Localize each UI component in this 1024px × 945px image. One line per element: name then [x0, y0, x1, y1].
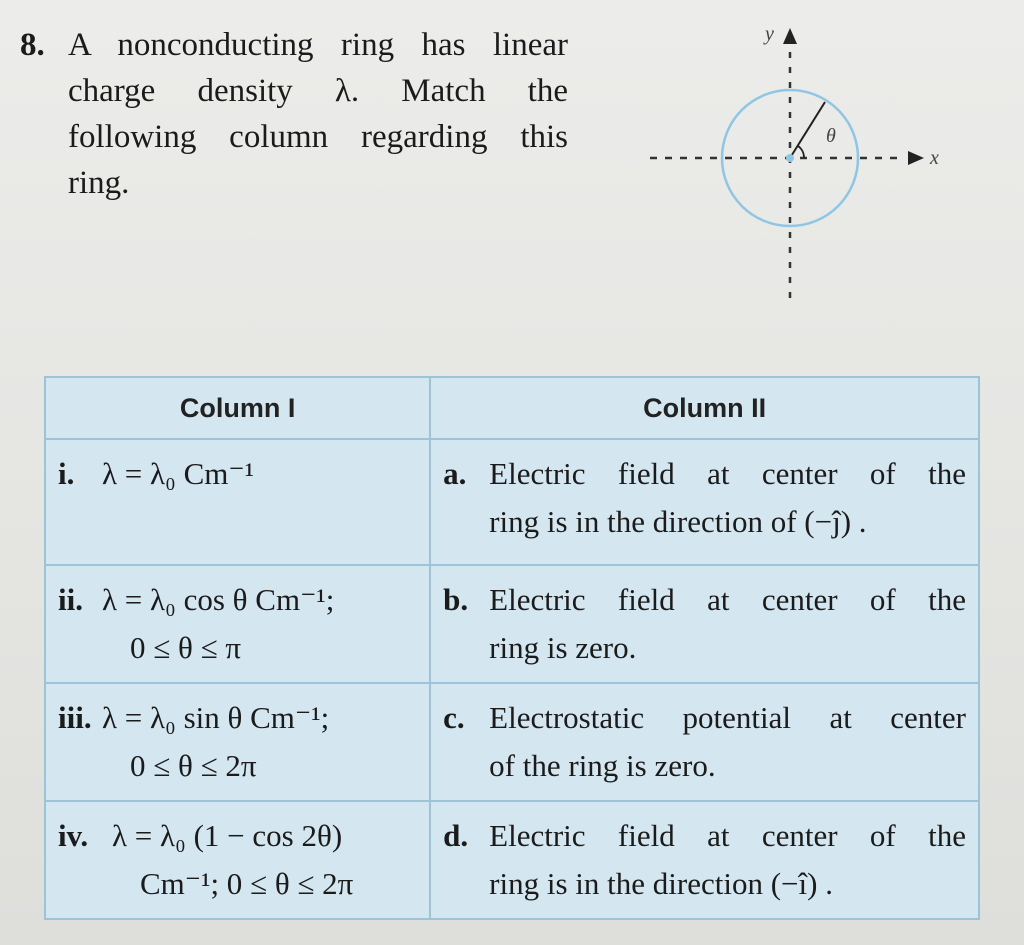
column-ii-cell: [430, 565, 979, 683]
y-axis-arrow-icon: [783, 28, 797, 44]
column-i-cell: [45, 439, 430, 565]
match-table-wrapper: [44, 376, 980, 920]
radius-line: [790, 102, 825, 158]
row-label: a.: [443, 456, 467, 491]
statement-line: Electrostatic potential at center: [489, 700, 966, 735]
row-label: iv.: [58, 818, 89, 853]
row-label: d.: [443, 818, 469, 853]
expression-line: λ = λ₀ sin θ Cm⁻¹;: [102, 700, 330, 735]
row-label: i.: [58, 456, 75, 491]
row-label: b.: [443, 582, 469, 617]
statement-line: Electric field at center of the: [489, 818, 966, 853]
expression-line: 0 ≤ θ ≤ 2π: [130, 748, 257, 783]
table-row: [45, 801, 979, 919]
column-ii-cell: [430, 801, 979, 919]
question-line: following column regarding this: [68, 119, 568, 155]
question-text: [68, 22, 568, 206]
y-axis-label: y: [765, 23, 774, 45]
expression-line: 0 ≤ θ ≤ π: [130, 630, 242, 665]
question-line: A nonconducting ring has linear: [68, 27, 568, 63]
column-i-cell: [45, 565, 430, 683]
column-i-cell: [45, 683, 430, 801]
expression-line: λ = λ₀ cos θ Cm⁻¹;: [102, 582, 335, 617]
column-header: Column I: [45, 377, 430, 439]
table-row: [45, 683, 979, 801]
table-row: [45, 565, 979, 683]
row-label: iii.: [58, 700, 92, 735]
statement-line: ring is in the direction (−î) .: [489, 866, 833, 901]
column-i-cell: [45, 801, 430, 919]
question-line: charge density λ. Match the: [68, 73, 568, 109]
question-number: 8.: [20, 27, 45, 63]
column-ii-cell: [430, 439, 979, 565]
expression-line: Cm⁻¹; 0 ≤ θ ≤ 2π: [140, 866, 354, 901]
ring-diagram-svg: [640, 18, 970, 308]
x-axis-label: x: [930, 147, 939, 169]
center-point: [786, 154, 794, 162]
table-header-row: [45, 377, 979, 439]
statement-line: of the ring is zero.: [489, 748, 716, 783]
statement-line: Electric field at center of the: [489, 582, 966, 617]
row-label: ii.: [58, 582, 83, 617]
angle-arc: [798, 146, 804, 158]
x-axis-arrow-icon: [908, 151, 924, 165]
question-line: ring.: [68, 165, 130, 201]
expression-line: λ = λ₀ (1 − cos 2θ): [112, 818, 343, 853]
match-table: [44, 376, 980, 920]
statement-line: ring is zero.: [489, 630, 637, 665]
column-ii-cell: [430, 683, 979, 801]
ring-diagram: [640, 18, 970, 308]
column-header: Column II: [430, 377, 979, 439]
statement-line: Electric field at center of the: [489, 456, 966, 491]
table-row: [45, 439, 979, 565]
row-label: c.: [443, 700, 465, 735]
statement-line: ring is in the direction of (−ĵ) .: [489, 504, 867, 539]
expression-line: λ = λ₀ Cm⁻¹: [102, 456, 255, 491]
angle-label: θ: [826, 125, 836, 147]
